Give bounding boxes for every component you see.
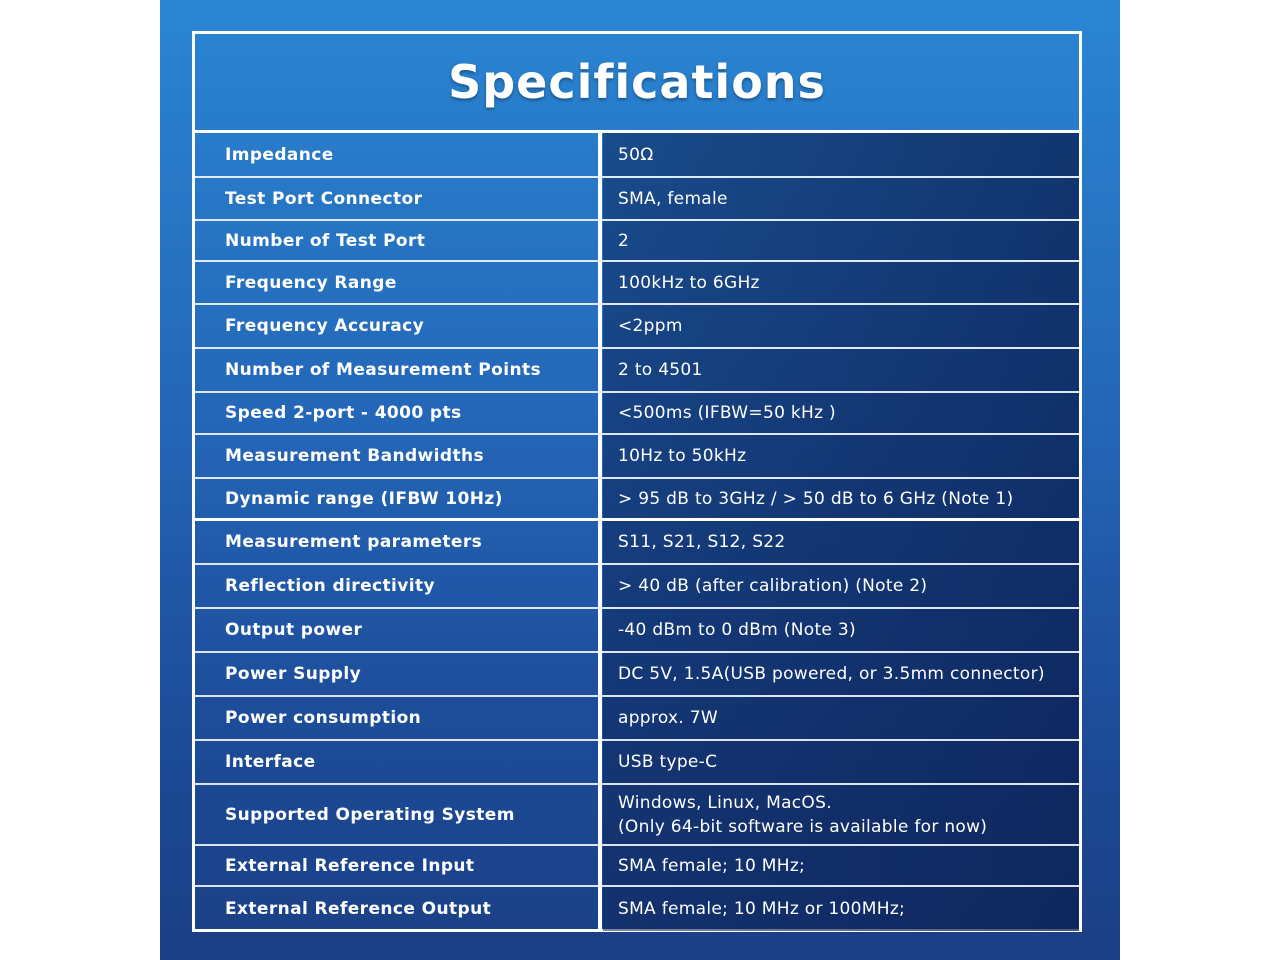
spec-value: <500ms (IFBW=50 kHz ) [603, 393, 1079, 433]
spec-value: > 40 dB (after calibration) (Note 2) [603, 565, 1079, 607]
title-box [195, 34, 1079, 133]
spec-label: Impedance [225, 144, 334, 165]
spec-label: Reflection directivity [225, 576, 435, 596]
table-row [195, 697, 1079, 741]
table-row [195, 479, 1079, 521]
spec-value: SMA, female [603, 178, 1079, 219]
spec-label: External Reference Input [225, 855, 475, 876]
table-row [195, 653, 1079, 697]
spec-value-lines [618, 791, 987, 839]
table-row [195, 349, 1079, 393]
spec-label: Frequency Range [225, 272, 397, 293]
table-row [195, 521, 1079, 565]
spec-label: Interface [225, 752, 316, 772]
table-row [195, 785, 1079, 846]
spec-value-line: Windows, Linux, MacOS. [618, 792, 832, 813]
spec-value: approx. 7W [603, 697, 1079, 739]
spec-value: 100kHz to 6GHz [603, 262, 1079, 303]
spec-value: S11, S21, S12, S22 [603, 521, 1079, 563]
table-row [195, 741, 1079, 785]
column-divider [598, 133, 602, 929]
spec-label: Frequency Accuracy [225, 316, 425, 336]
spec-label: Power Supply [225, 664, 362, 684]
table-row [195, 221, 1079, 262]
spec-frame [192, 31, 1082, 932]
table-row [195, 262, 1079, 305]
spec-value: 2 [603, 221, 1079, 260]
page-title: Specifications [448, 55, 826, 109]
spec-label: External Reference Output [225, 899, 492, 919]
spec-value: <2ppm [603, 305, 1079, 347]
spec-value: USB type-C [603, 741, 1079, 783]
spec-label: Measurement parameters [225, 532, 483, 552]
table-row [195, 305, 1079, 349]
spec-label: Dynamic range (IFBW 10Hz) [225, 488, 503, 509]
spec-label: Test Port Connector [225, 188, 423, 209]
spec-value: SMA female; 10 MHz; [603, 846, 1079, 885]
spec-label: Output power [225, 620, 363, 640]
spec-label: Number of Test Port [225, 230, 426, 251]
spec-value: > 95 dB to 3GHz / > 50 dB to 6 GHz (Note 1) [603, 479, 1079, 518]
spec-label: Measurement Bandwidths [225, 446, 484, 466]
spec-panel [160, 0, 1120, 960]
table-row [195, 393, 1079, 435]
spec-label: Power consumption [225, 708, 422, 728]
spec-label: Number of Measurement Points [225, 360, 541, 380]
spec-label: Supported Operating System [225, 804, 515, 825]
spec-value: 50Ω [603, 133, 1079, 176]
table-row [195, 178, 1079, 221]
table-row [195, 609, 1079, 653]
table-row [195, 435, 1079, 479]
spec-value: 10Hz to 50kHz [603, 435, 1079, 477]
spec-value: -40 dBm to 0 dBm (Note 3) [603, 609, 1079, 651]
table-row [195, 887, 1079, 931]
table-row [195, 133, 1079, 178]
spec-value: 2 to 4501 [603, 349, 1079, 391]
spec-value: DC 5V, 1.5A(USB powered, or 3.5mm connector) [603, 653, 1079, 695]
table-row [195, 565, 1079, 609]
spec-label: Speed 2-port - 4000 pts [225, 403, 462, 423]
table-row [195, 846, 1079, 887]
spec-value [603, 785, 1079, 844]
spec-value-line: (Only 64-bit software is available for now) [618, 816, 988, 837]
spec-value: SMA female; 10 MHz or 100MHz; [603, 887, 1079, 931]
